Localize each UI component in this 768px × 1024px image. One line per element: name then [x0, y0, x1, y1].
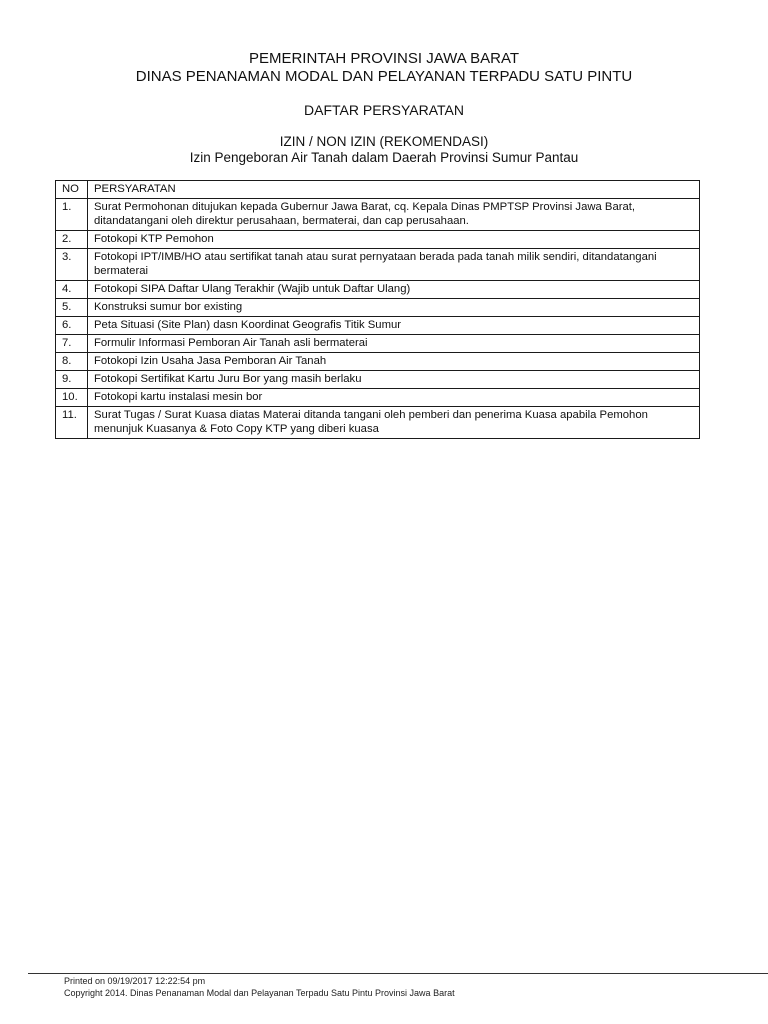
row-number: 6.	[56, 317, 88, 335]
column-header-no: NO	[56, 181, 88, 199]
copyright-notice: Copyright 2014. Dinas Penanaman Modal dan Pelayanan Terpadu Satu Pintu Provinsi Jawa Barat	[64, 988, 455, 998]
table-row	[56, 371, 700, 389]
table-row	[56, 299, 700, 317]
requirement-text: Fotokopi Sertifikat Kartu Juru Bor yang masih berlaku	[88, 371, 700, 389]
requirement-text: Surat Permohonan ditujukan kepada Gubernur Jawa Barat, cq. Kepala Dinas PMPTSP Provinsi Jawa Barat, ditandatangani oleh direktur perusahaan, bermaterai, dan cap perusahaan.	[88, 199, 700, 231]
permit-name: Izin Pengeboran Air Tanah dalam Daerah Provinsi Sumur Pantau	[189, 150, 579, 165]
table-row	[56, 199, 700, 231]
requirement-text: Fotokopi kartu instalasi mesin bor	[88, 389, 700, 407]
table-row	[56, 231, 700, 249]
table-row	[56, 249, 700, 281]
row-number: 10.	[56, 389, 88, 407]
requirement-text: Fotokopi KTP Pemohon	[88, 231, 700, 249]
row-number: 11.	[56, 407, 88, 439]
requirement-text: Formulir Informasi Pemboran Air Tanah asli bermaterai	[88, 335, 700, 353]
row-number: 8.	[56, 353, 88, 371]
table-row	[56, 389, 700, 407]
print-timestamp: Printed on 09/19/2017 12:22:54 pm	[64, 976, 206, 986]
row-number: 7.	[56, 335, 88, 353]
requirements-table	[55, 180, 700, 439]
agency-title: DINAS PENANAMAN MODAL DAN PELAYANAN TERPADU SATU PINTU	[135, 68, 633, 85]
table-row	[56, 407, 700, 439]
row-number: 9.	[56, 371, 88, 389]
requirement-text: Peta Situasi (Site Plan) dasn Koordinat Geografis Titik Sumur	[88, 317, 700, 335]
footer-divider	[28, 973, 768, 974]
requirement-text: Fotokopi Izin Usaha Jasa Pemboran Air Tanah	[88, 353, 700, 371]
row-number: 4.	[56, 281, 88, 299]
requirement-text: Surat Tugas / Surat Kuasa diatas Materai ditanda tangani oleh pemberi dan penerima Kuasa apabila Pemohon menunjuk Kuasanya & Foto Copy KTP yang diberi kuasa	[88, 407, 700, 439]
table-row	[56, 281, 700, 299]
table-row	[56, 317, 700, 335]
row-number: 2.	[56, 231, 88, 249]
column-header-requirement: PERSYARATAN	[88, 181, 700, 199]
requirement-text: Fotokopi SIPA Daftar Ulang Terakhir (Wajib untuk Daftar Ulang)	[88, 281, 700, 299]
row-number: 1.	[56, 199, 88, 231]
government-title: PEMERINTAH PROVINSI JAWA BARAT	[248, 50, 520, 67]
table-header-row	[56, 181, 700, 199]
table-row	[56, 335, 700, 353]
table-row	[56, 353, 700, 371]
document-title: DAFTAR PERSYARATAN	[304, 102, 464, 118]
row-number: 5.	[56, 299, 88, 317]
permit-category: IZIN / NON IZIN (REKOMENDASI)	[279, 134, 489, 149]
requirement-text: Fotokopi IPT/IMB/HO atau sertifikat tanah atau surat pernyataan berada pada tanah milik sendiri, ditandatangani bermaterai	[88, 249, 700, 281]
row-number: 3.	[56, 249, 88, 281]
requirement-text: Konstruksi sumur bor existing	[88, 299, 700, 317]
